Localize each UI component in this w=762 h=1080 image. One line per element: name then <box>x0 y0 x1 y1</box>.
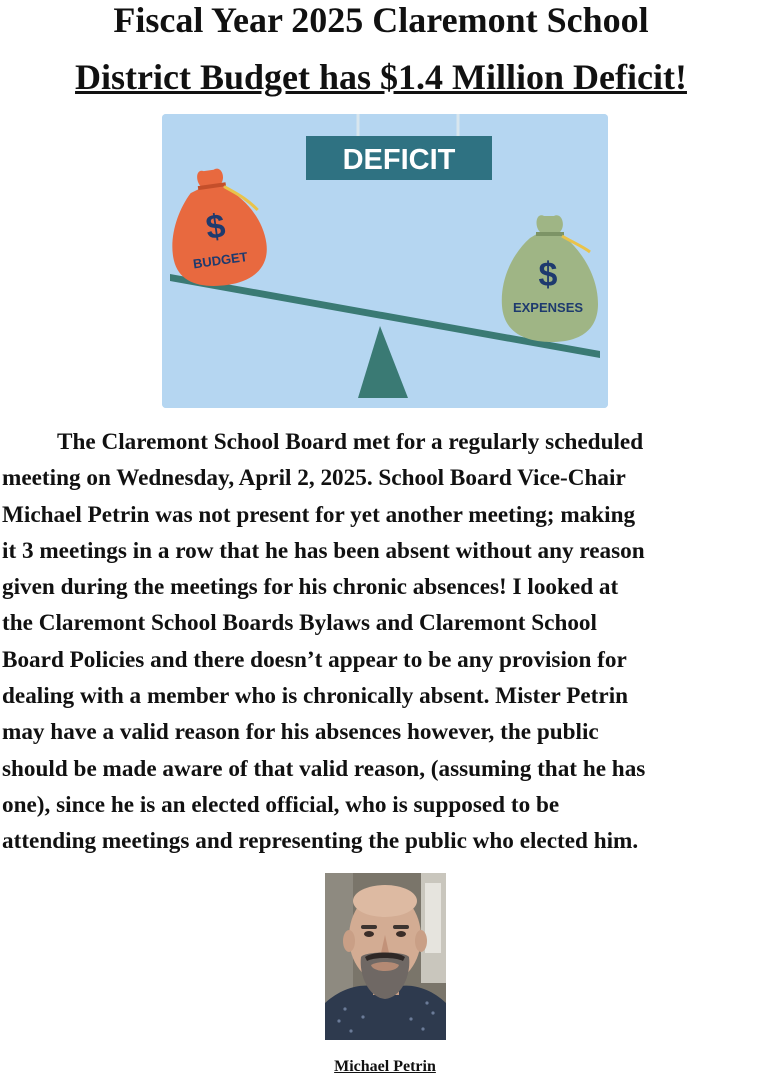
article-line: may have a valid reason for his absences however, the public <box>2 719 599 746</box>
portrait-photo <box>325 873 446 1040</box>
article-line: should be made aware of that valid reason, (assuming that he has <box>2 755 646 782</box>
deficit-sign-label: DEFICIT <box>342 144 456 176</box>
article-line: given during the meetings for his chronic absences! I looked at <box>2 574 619 601</box>
photo-caption: Michael Petrin <box>334 1058 436 1075</box>
article-line: attending meetings and representing the public who elected him. <box>2 828 639 855</box>
page-title-line-2: District Budget has $1.4 Million Deficit! <box>75 57 687 97</box>
article-line: the Claremont School Boards Bylaws and Claremont School <box>2 610 597 637</box>
article-line: it 3 meetings in a row that he has been absent without any reason <box>2 537 645 564</box>
article-line: one), since he is an elected official, who is supposed to be <box>2 791 560 818</box>
expenses-bag-label: EXPENSES <box>512 300 584 315</box>
article-line: Board Policies and there doesn’t appear to be any provision for <box>2 646 627 673</box>
deficit-sign <box>306 136 492 180</box>
budget-bag-label: BUDGET <box>192 248 249 272</box>
article-body <box>2 424 762 860</box>
expenses-bag-dollar: $ <box>538 256 558 294</box>
deficit-illustration <box>162 114 608 408</box>
article-line: Michael Petrin was not present for yet another meeting; making <box>2 501 636 528</box>
article-line: dealing with a member who is chronically absent. Mister Petrin <box>2 683 629 710</box>
page-title-line-1: Fiscal Year 2025 Claremont School <box>113 0 649 40</box>
article-line: meeting on Wednesday, April 2, 2025. School Board Vice-Chair <box>2 465 626 492</box>
budget-bag-dollar: $ <box>203 206 228 248</box>
article-line: The Claremont School Board met for a regularly scheduled <box>57 429 644 455</box>
